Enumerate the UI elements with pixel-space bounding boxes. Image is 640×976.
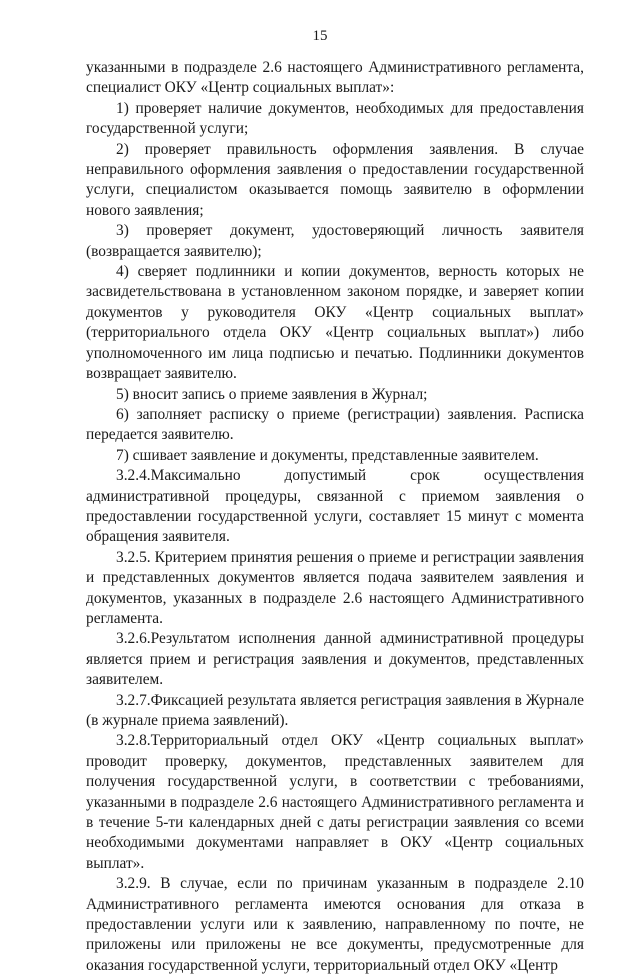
paragraph-3-2-6: 3.2.6.Результатом исполнения данной административной процедуры является прием и регистрация заявления и документов, представленных заявителем. (86, 630, 584, 689)
paragraph-3-2-9: 3.2.9. В случае, если по причинам указанным в подразделе 2.10 Административного регламента имеются основания для отказа в предоставлении услуги или к заявлению, направленному по почте, не приложены или приложены не все документы, предусмотренные для оказания государственной услуги, территориальный отдел ОКУ «Центр (86, 875, 584, 974)
paragraph-3-2-4: 3.2.4.Максимально допустимый срок осуществления административной процедуры, связанной с приемом заявления о предоставлении государственной услуги, составляет 15 минут с момента обращения заявителя. (86, 467, 584, 546)
document-body (86, 58, 584, 976)
paragraph-item-5: 5) вносит запись о приеме заявления в Журнал; (116, 385, 428, 403)
page-number: 15 (312, 28, 328, 44)
paragraph-3-2-5: 3.2.5. Критерием принятия решения о приеме и регистрации заявления и представленных документов является подача заявителем заявления и документов, указанных в подразделе 2.6 настоящего Административного регламента. (86, 548, 584, 627)
paragraph-item-7: 7) сшивает заявление и документы, представленные заявителем. (116, 446, 539, 464)
paragraph-3-2-8: 3.2.8.Территориальный отдел ОКУ «Центр социальных выплат» проводит проверку, документов, представленных заявителем для получения государственной услуги, в соответствии с требованиями, указанными в подразделе 2.6 настоящего Административного регламента и в течение 5-ти календарных дней с даты регистрации заявления со всеми необходимыми документами направляет в ОКУ «Центр социальных выплат». (86, 732, 584, 872)
paragraph-item-3: 3) проверяет документ, удостоверяющий личность заявителя (возвращается заявителю); (86, 222, 584, 260)
paragraph-3-2-7: 3.2.7.Фиксацией результата является регистрация заявления в Журнале (в журнале приема заявлений). (86, 691, 584, 729)
paragraph-item-1: 1) проверяет наличие документов, необходимых для предоставления государственной услуги; (86, 99, 584, 138)
paragraph-continuation: указанными в подразделе 2.6 настоящего Административного регламента, специалист ОКУ «Центр социальных выплат»: (86, 59, 584, 97)
paragraph-item-6: 6) заполняет расписку о приеме (регистрации) заявления. Расписка передается заявителю. (86, 405, 584, 444)
paragraph-item-4: 4) сверяет подлинники и копии документов, верность которых не засвидетельствована в установленном законом порядке, и заверяет копии документов у руководителя ОКУ «Центр социальных выплат» (территориального отдела ОКУ «Центр социальных выплат») либо уполномоченного им лица подписью и печатью. Подлинники документов возвращает заявителю. (86, 263, 584, 383)
paragraph-item-2: 2) проверяет правильность оформления заявления. В случае неправильного оформления заявления о предоставлении государственной услуги, специалистом оказывается помощь заявителю в оформлении нового заявления; (86, 140, 584, 219)
